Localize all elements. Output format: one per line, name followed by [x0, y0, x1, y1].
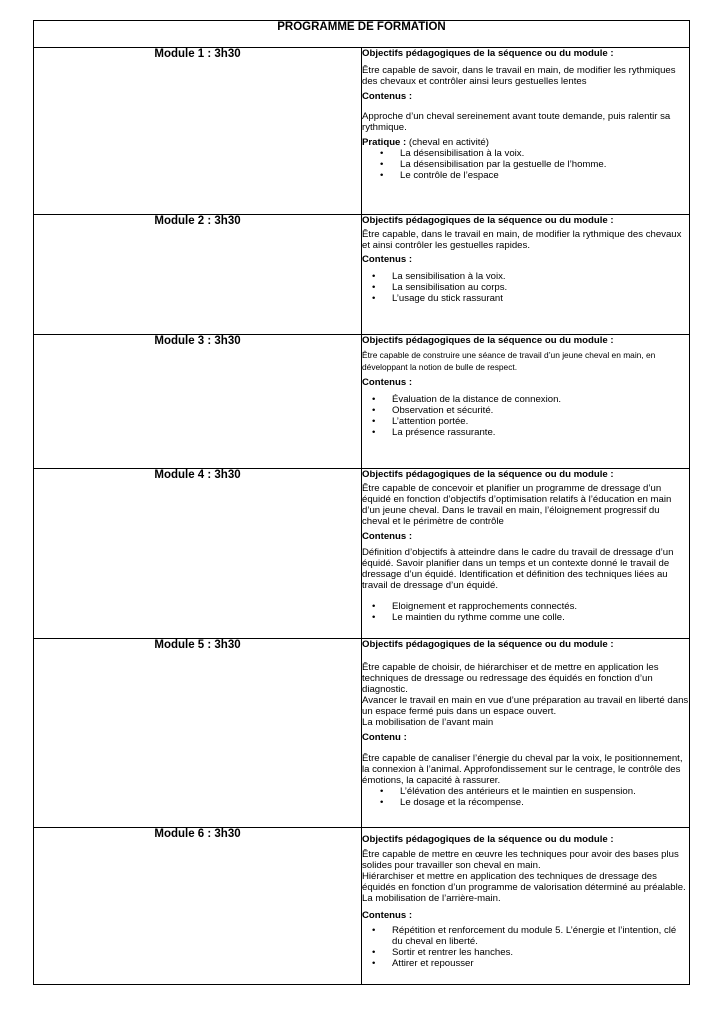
- list-item: • Le dosage et la récompense.: [400, 797, 689, 808]
- list-item: • L’élévation des antérieurs et le maintien en suspension.: [400, 786, 689, 797]
- list-item: • Le contrôle de l’espace: [400, 170, 689, 181]
- module-content: [362, 828, 690, 985]
- contents-text: Approche d’un cheval sereinement avant toute demande, puis ralentir sa rythmique.: [362, 111, 671, 133]
- practice-heading: Pratique :: [362, 137, 407, 148]
- contents-list: [362, 394, 689, 438]
- objectives-line: La mobilisation de l’arrière-main.: [362, 893, 501, 904]
- module-label: Module 3 : 3h30: [34, 335, 362, 469]
- module-content: [362, 469, 690, 639]
- contents-list: [362, 925, 689, 969]
- module-row: [34, 215, 690, 335]
- list-item: • La désensibilisation par la gestuelle de l’homme.: [400, 159, 689, 170]
- module-row: [34, 828, 690, 985]
- objectives-heading: Objectifs pédagogiques de la séquence ou du module :: [362, 48, 614, 59]
- module-label: Module 1 : 3h30: [34, 48, 362, 215]
- objectives-heading: Objectifs pédagogiques de la séquence ou du module :: [362, 834, 614, 845]
- list-item: • La présence rassurante.: [392, 427, 689, 438]
- objectives-line: Être capable de choisir, de hiérarchiser et de mettre en application les techniques de dressage ou redressage des équidés en fonction d’un diagnostic.: [362, 662, 659, 695]
- list-item: • Le maintien du rythme comme une colle.: [392, 612, 689, 623]
- contents-list: [362, 786, 689, 808]
- practice-list: [362, 148, 689, 181]
- contents-list: [362, 601, 689, 623]
- module-content: [362, 215, 690, 335]
- list-item: • L’usage du stick rassurant: [392, 293, 689, 304]
- objectives-text: Être capable de concevoir et planifier un programme de dressage d’un équidé en fonction d’objectifs d’optimisation relatifs à l’éducation en main d’un jeune cheval. Dans le travail en main, l’éloignement progressif du cheval et le périmètre de contrôle: [362, 483, 672, 527]
- contents-heading: Contenus :: [362, 377, 413, 388]
- list-item: • Évaluation de la distance de connexion.: [392, 394, 689, 405]
- contents-heading: Contenus :: [362, 254, 413, 265]
- contents-list: [362, 271, 689, 304]
- list-item: • Attirer et repousser: [392, 958, 689, 969]
- module-row: [34, 639, 690, 828]
- objectives-heading: Objectifs pédagogiques de la séquence ou du module :: [362, 215, 614, 226]
- module-row: [34, 469, 690, 639]
- objectives-line: Hiérarchiser et mettre en application des techniques de dressage des équidés en fonction d’un programme de valorisation déterminé au préalable.: [362, 871, 686, 893]
- module-content: [362, 639, 690, 828]
- module-content: [362, 48, 690, 215]
- objectives-line: Avancer le travail en main en vue d’une préparation au travail en liberté dans un espace fermé puis dans un espace ouvert.: [362, 695, 689, 717]
- objectives-heading: Objectifs pédagogiques de la séquence ou du module :: [362, 469, 614, 480]
- objectives-text: Être capable de construire une séance de travail d’un jeune cheval en main, en développant la notion de bulle de respect.: [362, 350, 656, 372]
- objectives-text: Être capable de savoir, dans le travail en main, de modifier les rythmiques des chevaux et contrôler ainsi leurs gestuelles lentes: [362, 65, 676, 87]
- list-item: • La sensibilisation à la voix.: [392, 271, 689, 282]
- contents-text: Définition d’objectifs à atteindre dans le cadre du travail de dressage d’un équidé. Savoir planifier dans un temps et un contexte donné le travail de dressage d’un équidé. Identification et définition des techniques liées au travail de dressage d’un équidé.: [362, 547, 674, 591]
- objectives-line: Être capable de mettre en œuvre les techniques pour avoir des bases plus solides pour travailler son cheval en main.: [362, 849, 679, 871]
- list-item: • Sortir et rentrer les hanches.: [392, 947, 689, 958]
- practice-note: (cheval en activité): [406, 137, 489, 148]
- contents-heading: Contenu :: [362, 732, 407, 743]
- module-label: Module 5 : 3h30: [34, 639, 362, 828]
- module-content: [362, 335, 690, 469]
- training-program-table: [33, 20, 690, 985]
- list-item: • La désensibilisation à la voix.: [400, 148, 689, 159]
- program-title: PROGRAMME DE FORMATION: [34, 21, 690, 48]
- list-item: • La sensibilisation au corps.: [392, 282, 689, 293]
- contents-heading: Contenus :: [362, 91, 413, 102]
- module-label: Module 6 : 3h30: [34, 828, 362, 985]
- objectives-heading: Objectifs pédagogiques de la séquence ou du module :: [362, 639, 614, 650]
- contents-text: Être capable de canaliser l’énergie du cheval par la voix, le positionnement, la connexion à l’animal. Approfondissement sur le centrage, le contrôle des émotions, la capacité à rassurer.: [362, 753, 683, 786]
- list-item: • Observation et sécurité.: [392, 405, 689, 416]
- contents-heading: Contenus :: [362, 910, 413, 921]
- table-header-row: [34, 21, 690, 48]
- module-label: Module 4 : 3h30: [34, 469, 362, 639]
- objectives-text: Être capable, dans le travail en main, de modifier la rythmique des chevaux et ainsi contrôler les gestuelles rapides.: [362, 229, 682, 251]
- list-item: • Répétition et renforcement du module 5. L’énergie et l’intention, clé du cheval en liberté.: [392, 925, 689, 947]
- module-row: [34, 335, 690, 469]
- list-item: • L’attention portée.: [392, 416, 689, 427]
- list-item: • Eloignement et rapprochements connectés.: [392, 601, 689, 612]
- module-label: Module 2 : 3h30: [34, 215, 362, 335]
- practice-line: [362, 137, 689, 148]
- module-row: [34, 48, 690, 215]
- contents-heading: Contenus :: [362, 531, 413, 542]
- objectives-heading: Objectifs pédagogiques de la séquence ou du module :: [362, 335, 614, 346]
- objectives-line: La mobilisation de l’avant main: [362, 717, 494, 728]
